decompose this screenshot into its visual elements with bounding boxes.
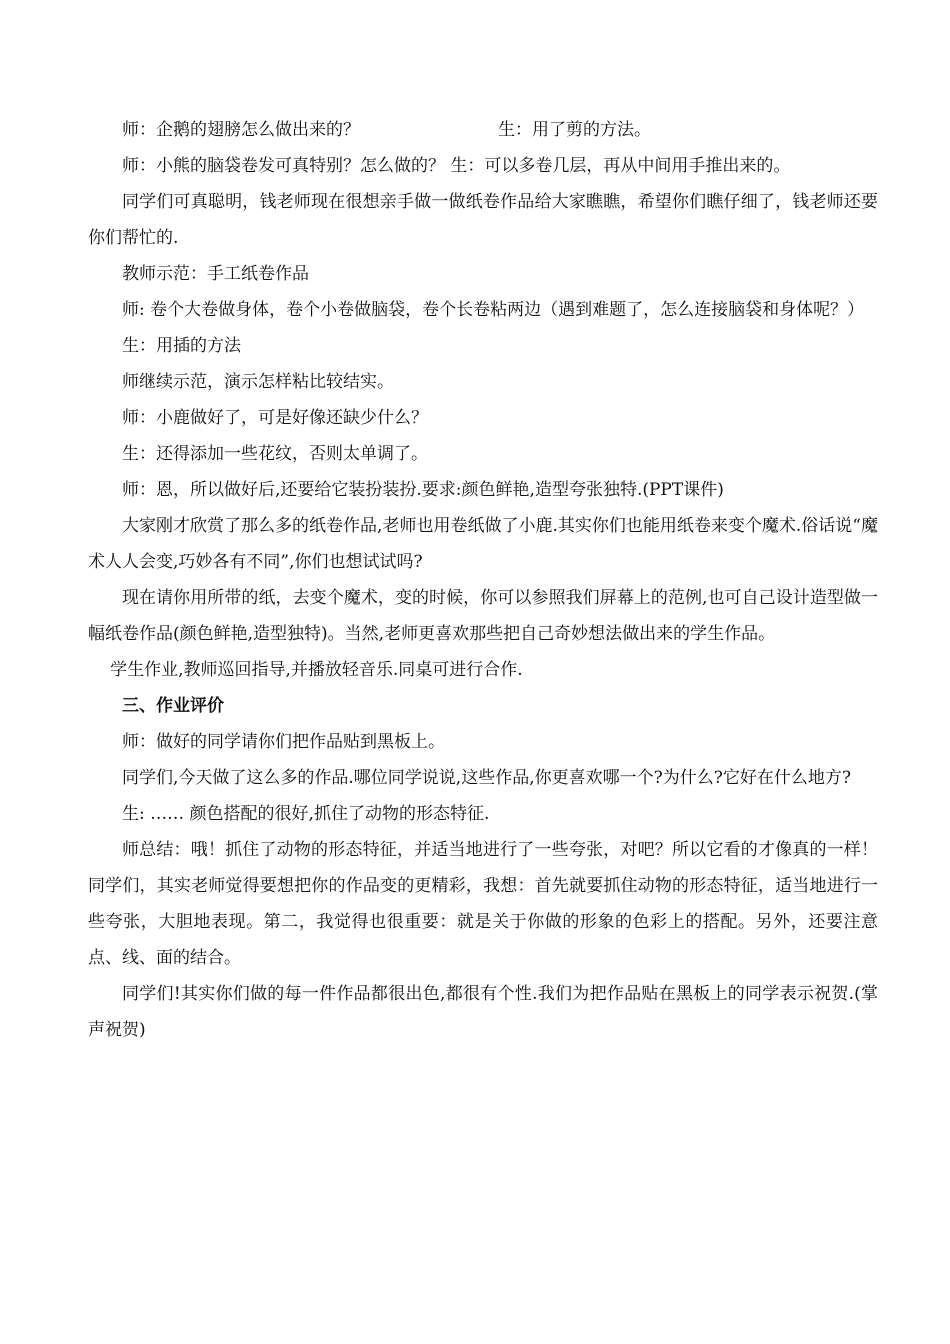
paragraph-9: 师：恩，所以做好后,还要给它装扮装扮.要求:颜色鲜艳,造型夸张独特.(PPT课件) <box>122 480 724 500</box>
paragraph-11: 现在请你用所带的纸，去变个魔术，变的时候，你可以参照我们屏幕上的范例,也可自己设计造型做一幅纸卷作品(颜色鲜艳,造型独特)。当然,老师更喜欢那些把自己奇妙想法做出来的学生作品。 <box>88 588 878 644</box>
paragraph-12: 学生作业,教师巡回指导,并播放轻音乐.同桌可进行合作. <box>110 660 523 680</box>
paragraph-16: 生: …… 颜色搭配的很好,抓住了动物的形态特征. <box>122 804 490 824</box>
student-answer: 生：用了剪的方法。 <box>498 120 651 140</box>
paragraph-10: 大家刚才欣赏了那么多的纸卷作品,老师也用卷纸做了小鹿.其实你们也能用纸卷来变个魔术.俗话说“魔术人人会变,巧妙各有不同”,你们也想试试吗? <box>88 516 878 572</box>
paragraph-17: 师总结：哦！抓住了动物的形态特征，并适当地进行了一些夸张，对吧？所以它看的才像真的一样！同学们，其实老师觉得要想把你的作品变的更精彩，我想：首先就要抓住动物的形态特征，适当地进行一些夸张，大胆地表现。第二，我觉得也很重要：就是关于你做的形象的色彩上的搭配。另外，还要注意点、线、面的结合。 <box>88 840 878 968</box>
teacher-question: 师：企鹅的翅膀怎么做出来的？ <box>122 120 360 140</box>
paragraph-4: 师: 卷个大卷做身体，卷个小卷做脑袋，卷个长卷粘两边（遇到难题了，怎么连接脑袋和身体呢？） <box>122 300 865 320</box>
paragraph-1: 师：小熊的脑袋卷发可真特别？怎么做的？ 生：可以多卷几层，再从中间用手推出来的。 <box>122 156 791 176</box>
paragraph-5: 生：用插的方法 <box>122 336 241 356</box>
paragraph-8: 生：还得添加一些花纹，否则太单调了。 <box>122 444 428 464</box>
paragraph-0 <box>88 112 878 148</box>
paragraph-2: 同学们可真聪明，钱老师现在很想亲手做一做纸卷作品给大家瞧瞧，希望你们瞧仔细了，钱老师还要你们帮忙的. <box>88 192 878 248</box>
paragraph-3: 教师示范：手工纸卷作品 <box>122 264 309 284</box>
paragraph-6: 师继续示范，演示怎样粘比较结实。 <box>122 372 394 392</box>
document-body <box>88 112 878 1048</box>
paragraph-7: 师：小鹿做好了，可是好像还缺少什么？ <box>122 408 428 428</box>
paragraph-14: 师：做好的同学请你们把作品贴到黑板上。 <box>122 732 445 752</box>
section-heading: 三、作业评价 <box>122 696 224 716</box>
paragraph-15: 同学们,今天做了这么多的作品.哪位同学说说,这些作品,你更喜欢哪一个?为什么?它好在什么地方? <box>122 768 851 788</box>
paragraph-18: 同学们!其实你们做的每一件作品都很出色,都很有个性.我们为把作品贴在黑板上的同学表示祝贺.(掌声祝贺) <box>88 984 878 1040</box>
